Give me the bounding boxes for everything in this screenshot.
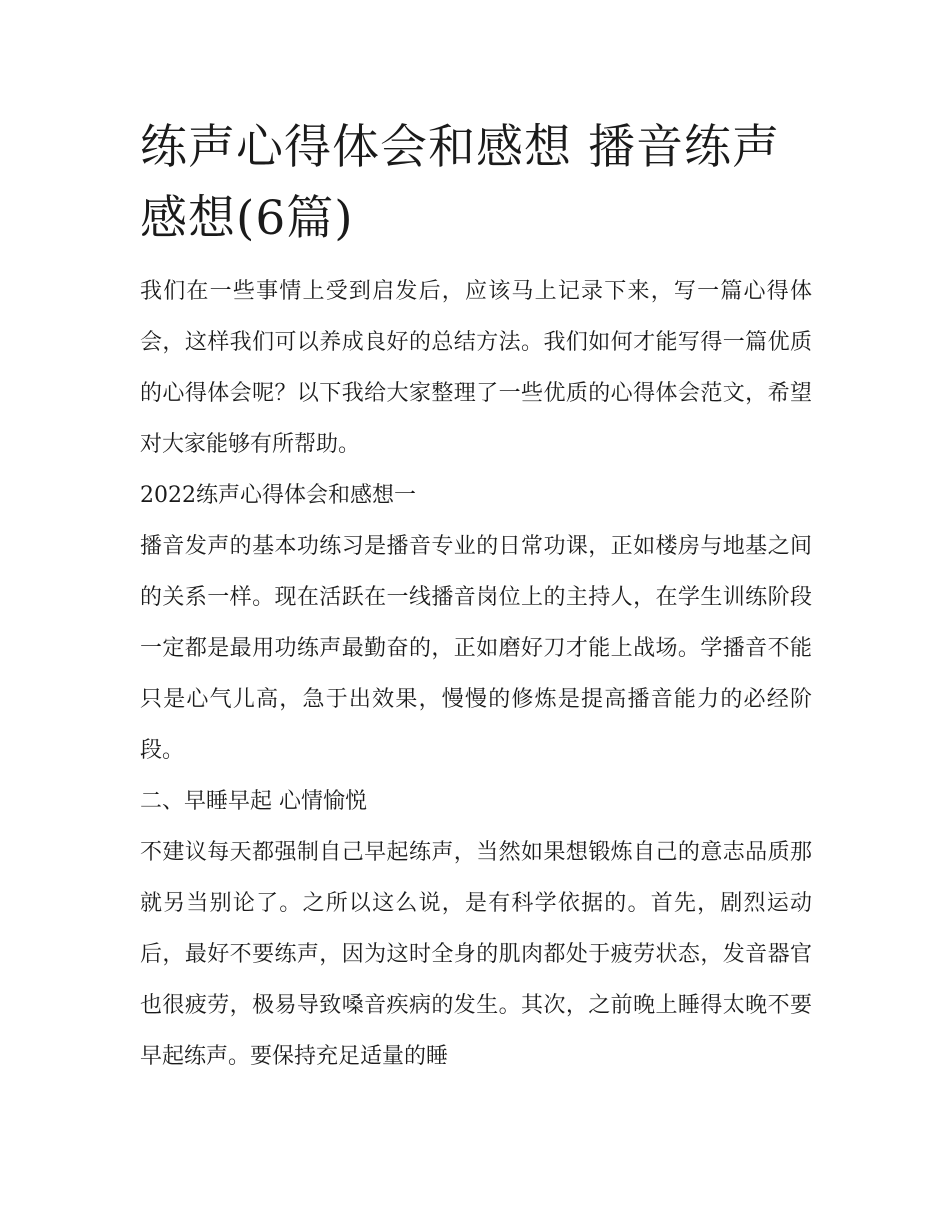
intro-paragraph: 我们在一些事情上受到启发后，应该马上记录下来，写一篇心得体会，这样我们可以养成良好的总结方法。我们如何才能写得一篇优质的心得体会呢？以下我给大家整理了一些优质的心得体会范文，希望对大家能够有所帮助。 (140, 279, 812, 457)
section-heading-1: 2022练声心得体会和感想一 (140, 483, 416, 508)
section-heading-2: 二、早睡早起 心情愉悦 (140, 789, 367, 814)
section-paragraph-1: 播音发声的基本功练习是播音专业的日常功课，正如楼房与地基之间的关系一样。现在活跃在一线播音岗位上的主持人，在学生训练阶段一定都是最用功练声最勤奋的，正如磨好刀才能上战场。学播音不能只是心气儿高，急于出效果，慢慢的修炼是提高播音能力的必经阶段。 (140, 534, 812, 763)
document-title: 练声心得体会和感想 播音练声感想(6篇) (140, 120, 780, 246)
document-page (140, 112, 812, 1082)
section-paragraph-2: 不建议每天都强制自己早起练声，当然如果想锻炼自己的意志品质那就另当别论了。之所以这么说，是有科学依据的。首先，剧烈运动后，最好不要练声，因为这时全身的肌肉都处于疲劳状态，发音器官也很疲劳，极易导致嗓音疾病的发生。其次，之前晚上睡得太晚不要早起练声。要保持充足适量的睡 (140, 840, 812, 1069)
